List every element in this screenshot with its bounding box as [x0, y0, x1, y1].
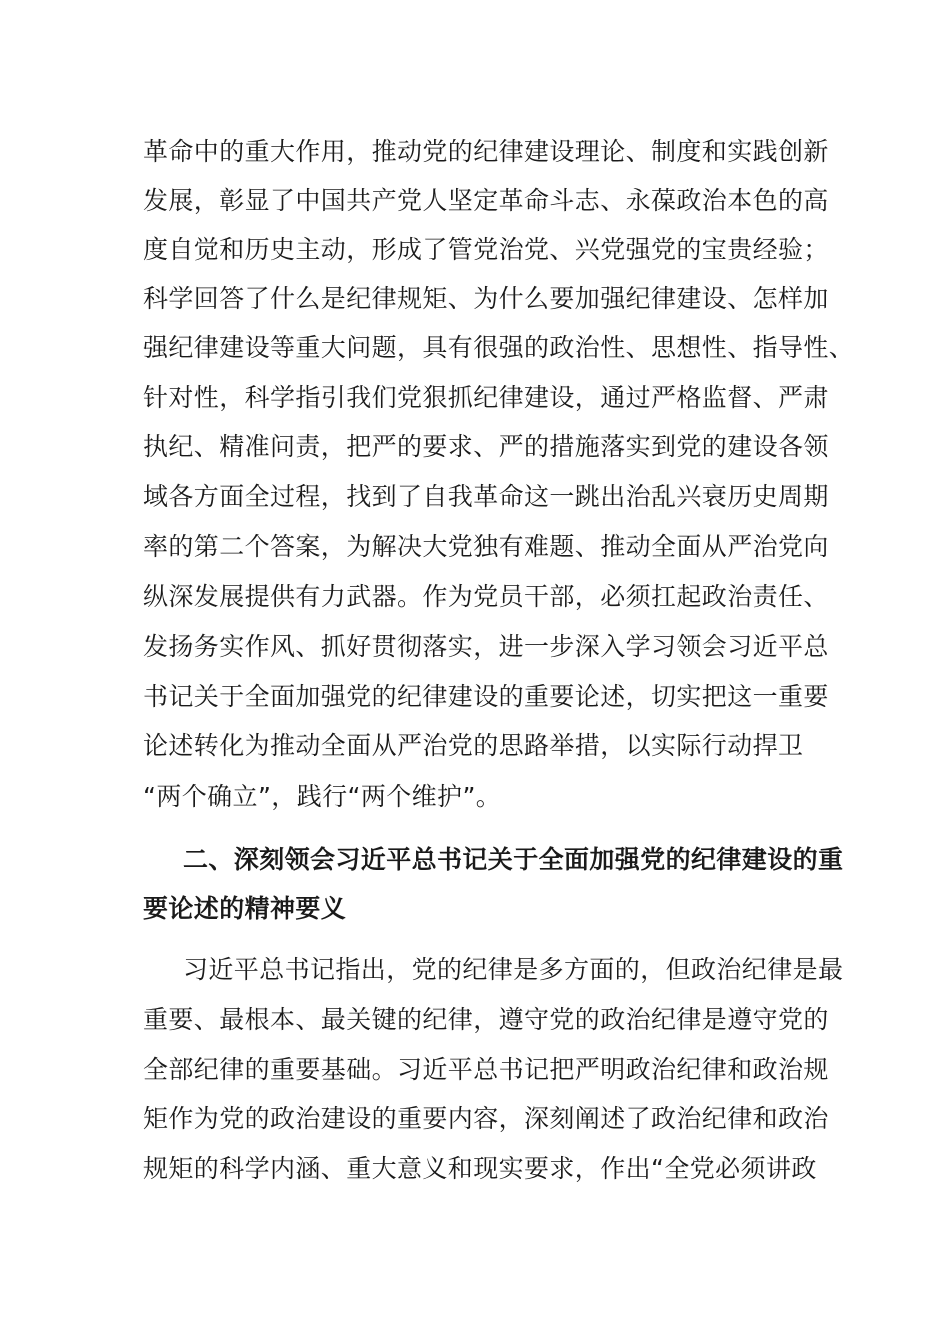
paragraph-1-line-12: 书记关于全面加强党的纪律建设的重要论述，切实把这一重要 [143, 682, 829, 711]
paragraph-1-line-8: 域各方面全过程，找到了自我革命这一跳出治乱兴衰历史周期 [143, 482, 829, 511]
paragraph-2-line-1: 习近平总书记指出，党的纪律是多方面的，但政治纪律是最 [183, 955, 844, 984]
paragraph-1-line-6: 针对性，科学指引我们党狠抓纪律建设，通过严格监督、严肃 [143, 383, 829, 412]
paragraph-1-line-7: 执纪、精准问责，把严的要求、严的措施落实到党的建设各领 [143, 432, 829, 461]
paragraph-1-line-9: 率的第二个答案，为解决大党独有难题、推动全面从严治党向 [143, 532, 829, 561]
paragraph-1-line-3: 度自觉和历史主动，形成了管党治党、兴党强党的宝贵经验； [143, 235, 829, 264]
section-heading-line-1: 二、深刻领会习近平总书记关于全面加强党的纪律建设的重 [183, 845, 844, 874]
paragraph-2-line-5: 规矩的科学内涵、重大意义和现实要求，作出“全党必须讲政 [143, 1154, 817, 1183]
paragraph-1-line-10: 纵深发展提供有力武器。作为党员干部，必须扛起政治责任、 [143, 582, 829, 611]
paragraph-1-line-4: 科学回答了什么是纪律规矩、为什么要加强纪律建设、怎样加 [143, 284, 829, 313]
paragraph-1-line-1: 革命中的重大作用，推动党的纪律建设理论、制度和实践创新 [143, 137, 829, 166]
paragraph-2-line-3: 全部纪律的重要基础。习近平总书记把严明政治纪律和政治规 [143, 1055, 829, 1084]
paragraph-1-line-13: 论述转化为推动全面从严治党的思路举措，以实际行动捍卫 [143, 731, 804, 760]
paragraph-2-line-4: 矩作为党的政治建设的重要内容，深刻阐述了政治纪律和政治 [143, 1104, 829, 1133]
paragraph-1-line-2: 发展，彰显了中国共产党人坚定革命斗志、永葆政治本色的高 [143, 186, 829, 215]
section-heading-line-2: 要论述的精神要义 [143, 894, 347, 923]
paragraph-1-line-5: 强纪律建设等重大问题，具有很强的政治性、思想性、指导性、 [143, 333, 855, 362]
paragraph-2-line-2: 重要、最根本、最关键的纪律，遵守党的政治纪律是遵守党的 [143, 1005, 829, 1034]
paragraph-1-line-14: “两个确立”，践行“两个维护”。 [143, 782, 502, 811]
paragraph-1-line-11: 发扬务实作风、抓好贯彻落实，进一步深入学习领会习近平总 [143, 632, 829, 661]
